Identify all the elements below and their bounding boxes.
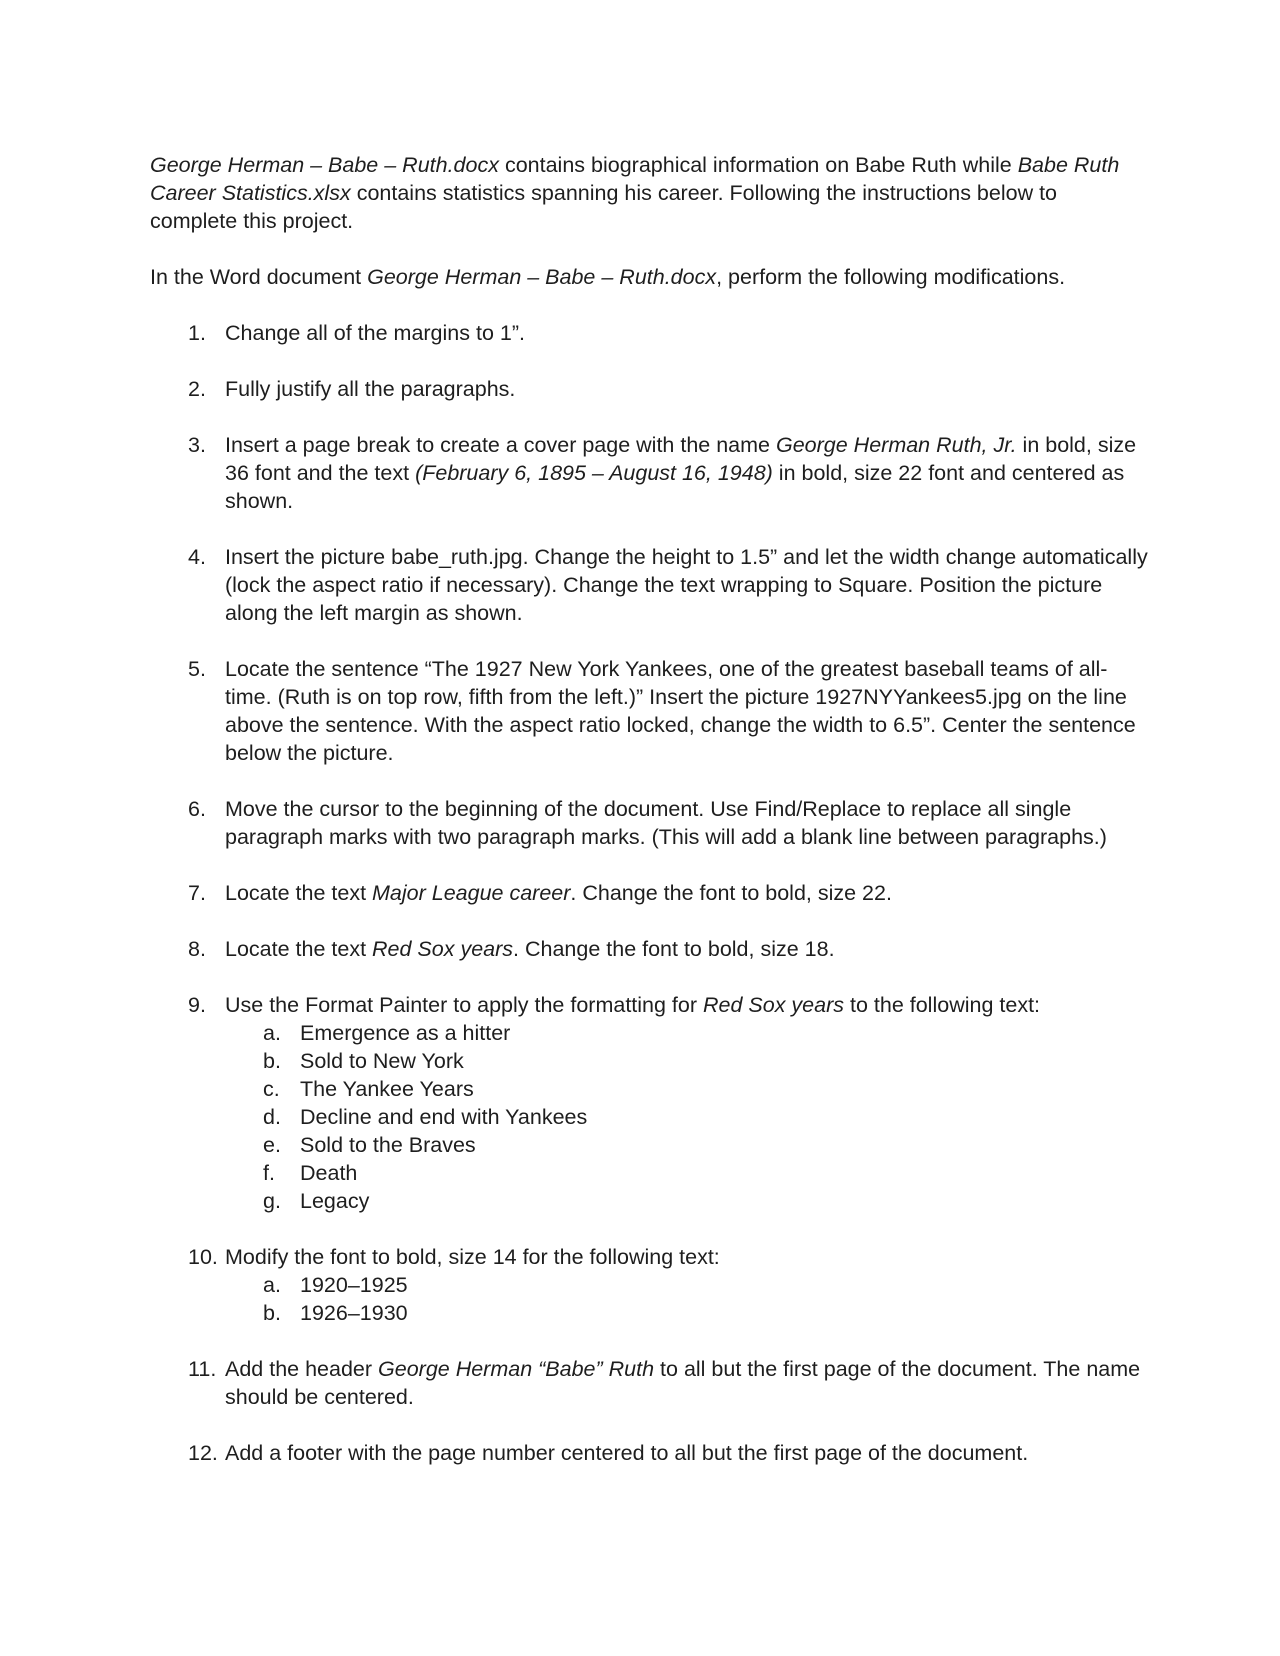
sub-text: Sold to New York bbox=[300, 1049, 464, 1073]
sub-letter: b. bbox=[263, 1301, 281, 1325]
intro-text-1: contains biographical information on Babe Ruth while bbox=[498, 153, 1018, 177]
step-number: 7. bbox=[188, 881, 206, 905]
step-text-italic: Major League career bbox=[372, 881, 571, 905]
step-text-a: Insert a page break to create a cover page with the name bbox=[225, 433, 776, 457]
step-number: 12. bbox=[188, 1441, 218, 1465]
step-text-c: . Change the font to bold, size 22. bbox=[570, 881, 892, 905]
intro-text-2: contains statistics spanning his career. Following the instructions below to complete this project. bbox=[150, 181, 1057, 233]
sub-letter: g. bbox=[263, 1189, 281, 1213]
sub-letter: a. bbox=[263, 1021, 281, 1045]
sub-list bbox=[225, 1271, 1150, 1327]
step-number: 2. bbox=[188, 377, 206, 401]
step-12 bbox=[150, 1439, 1150, 1467]
step-number: 10. bbox=[188, 1245, 218, 1269]
sub-letter: e. bbox=[263, 1133, 281, 1157]
document-page bbox=[150, 151, 1150, 1495]
step-text-c: to all but the first page of the document. The name should be centered. bbox=[225, 1357, 1141, 1409]
step-text: Change all of the margins to 1”. bbox=[225, 321, 525, 345]
step-number: 9. bbox=[188, 993, 206, 1017]
step-dates-italic: (February 6, 1895 – August 16, 1948) bbox=[415, 461, 773, 485]
step-text: Add a footer with the page number centered to all but the first page of the document. bbox=[225, 1441, 1029, 1465]
step-number: 4. bbox=[188, 545, 206, 569]
step-text: Fully justify all the paragraphs. bbox=[225, 377, 516, 401]
sub-text: Sold to the Braves bbox=[300, 1133, 476, 1157]
step-text-a: Use the Format Painter to apply the formatting for bbox=[225, 993, 703, 1017]
excel-filename: Babe Ruth Career Statistics.xlsx bbox=[150, 153, 1120, 205]
lead-filename: George Herman – Babe – Ruth.docx bbox=[367, 265, 717, 289]
sub-letter: b. bbox=[263, 1049, 281, 1073]
step-text-a: Locate the text bbox=[225, 937, 373, 961]
step-text: Modify the font to bold, size 14 for the following text: bbox=[225, 1245, 720, 1269]
sub-item bbox=[225, 1047, 1150, 1075]
intro-paragraph bbox=[150, 151, 1150, 235]
step-number: 1. bbox=[188, 321, 206, 345]
word-filename: George Herman – Babe – Ruth.docx bbox=[150, 153, 499, 177]
sub-letter: c. bbox=[263, 1077, 280, 1101]
step-text-a: Add the header bbox=[225, 1357, 379, 1381]
lead-text-1: In the Word document bbox=[150, 265, 368, 289]
sub-letter: d. bbox=[263, 1105, 281, 1129]
step-text-c: in bold, size 36 font and the text bbox=[225, 433, 1137, 485]
sub-item bbox=[225, 1187, 1150, 1215]
step-text: Insert the picture babe_ruth.jpg. Change the height to 1.5” and let the width change automatically (lock the aspect ratio if necessary). Change the text wrapping to Square. Position the picture along the left margin as shown. bbox=[225, 545, 1148, 625]
sub-item bbox=[225, 1271, 1150, 1299]
sub-text: 1920–1925 bbox=[300, 1273, 408, 1297]
step-10 bbox=[150, 1243, 1150, 1327]
step-number: 11. bbox=[188, 1357, 217, 1381]
lead-text-2: , perform the following modifications. bbox=[716, 265, 1066, 289]
sub-item bbox=[225, 1159, 1150, 1187]
step-5 bbox=[150, 655, 1150, 767]
lead-paragraph bbox=[150, 263, 1150, 291]
instruction-list bbox=[150, 319, 1150, 1467]
step-7 bbox=[150, 879, 1150, 907]
step-text-italic: Red Sox years bbox=[372, 937, 514, 961]
sub-item bbox=[225, 1075, 1150, 1103]
step-text-e: in bold, size 22 font and centered as shown. bbox=[225, 461, 1125, 513]
step-6 bbox=[150, 795, 1150, 851]
step-1 bbox=[150, 319, 1150, 347]
sub-text: Decline and end with Yankees bbox=[300, 1105, 588, 1129]
step-number: 3. bbox=[188, 433, 206, 457]
sub-text: 1926–1930 bbox=[300, 1301, 408, 1325]
step-9 bbox=[150, 991, 1150, 1215]
step-text: Move the cursor to the beginning of the document. Use Find/Replace to replace all single paragraph marks with two paragraph marks. (This will add a blank line between paragraphs.) bbox=[225, 797, 1107, 849]
step-2 bbox=[150, 375, 1150, 403]
sub-text: Legacy bbox=[300, 1189, 370, 1213]
step-text-italic: George Herman “Babe” Ruth bbox=[378, 1357, 655, 1381]
step-3 bbox=[150, 431, 1150, 515]
sub-item bbox=[225, 1019, 1150, 1047]
sub-text: Death bbox=[300, 1161, 358, 1185]
sub-text: Emergence as a hitter bbox=[300, 1021, 511, 1045]
step-number: 6. bbox=[188, 797, 206, 821]
step-number: 5. bbox=[188, 657, 206, 681]
sub-item bbox=[225, 1131, 1150, 1159]
step-text-italic: Red Sox years bbox=[703, 993, 845, 1017]
step-text: Locate the sentence “The 1927 New York Yankees, one of the greatest baseball teams of all-time. (Ruth is on top row, fifth from the left.)” Insert the picture 1927NYYankees5.jpg on the line above the sentence. With the aspect ratio locked, change the width to 6.5”. Center the sentence below the picture. bbox=[225, 657, 1136, 765]
sub-list bbox=[225, 1019, 1150, 1215]
sub-letter: a. bbox=[263, 1273, 281, 1297]
step-text-c: to the following text: bbox=[844, 993, 1041, 1017]
sub-text: The Yankee Years bbox=[300, 1077, 474, 1101]
step-name-italic: George Herman Ruth, Jr. bbox=[775, 433, 1017, 457]
step-text-c: . Change the font to bold, size 18. bbox=[513, 937, 835, 961]
step-number: 8. bbox=[188, 937, 206, 961]
sub-item bbox=[225, 1103, 1150, 1131]
sub-letter: f. bbox=[263, 1161, 275, 1185]
step-11 bbox=[150, 1355, 1150, 1411]
sub-item bbox=[225, 1299, 1150, 1327]
step-8 bbox=[150, 935, 1150, 963]
step-4 bbox=[150, 543, 1150, 627]
step-text-a: Locate the text bbox=[225, 881, 373, 905]
